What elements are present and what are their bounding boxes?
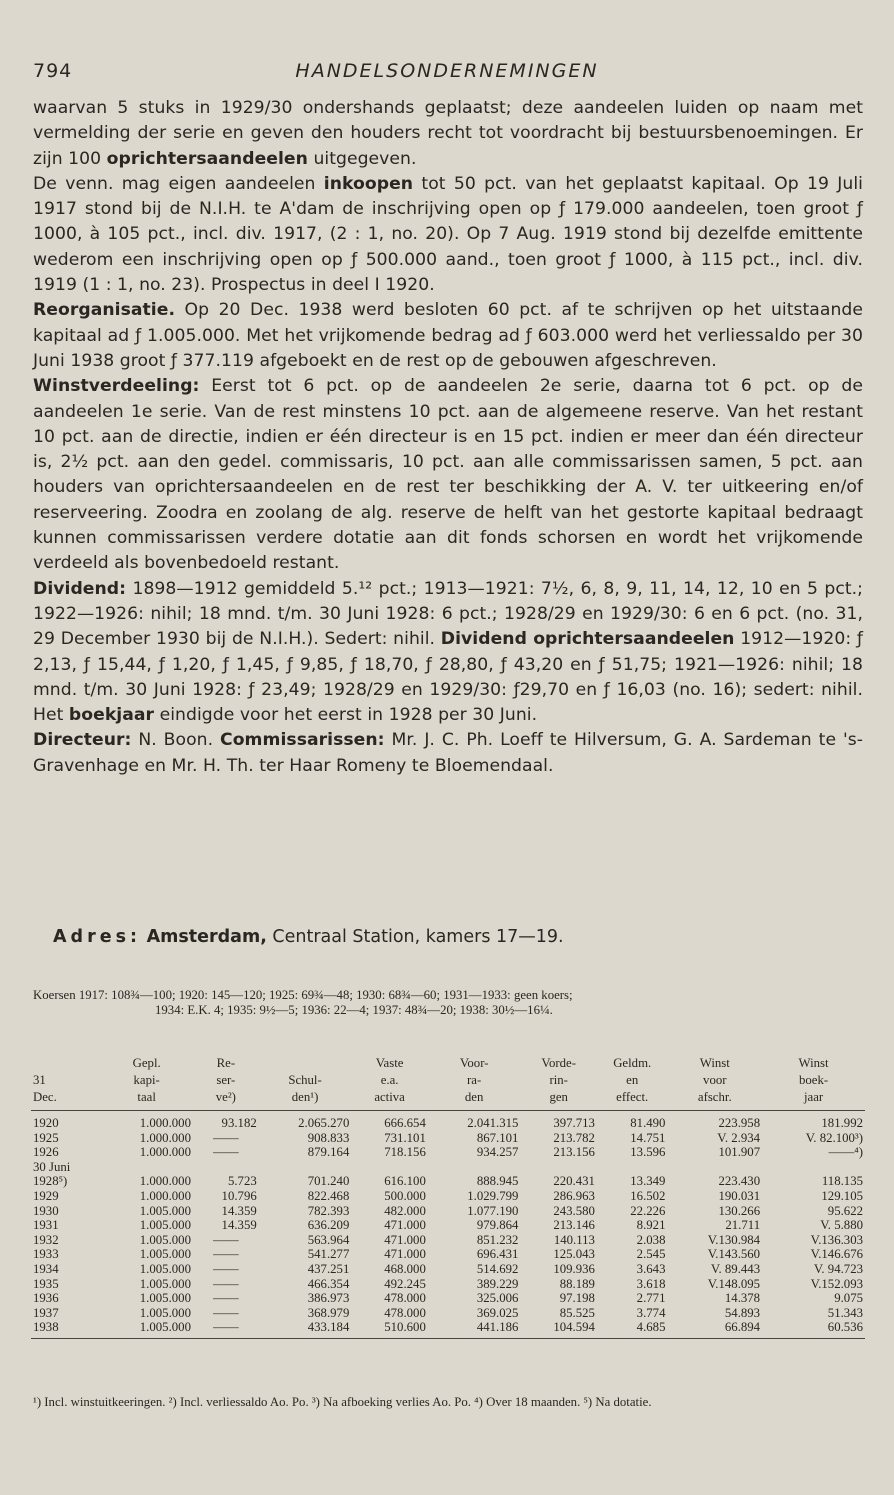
paragraph-directie — [33, 728, 863, 779]
table-cell: 908.833 — [307, 1130, 350, 1145]
table-row — [31, 1233, 865, 1248]
table-cell: 2.545 — [636, 1247, 666, 1262]
table-cell: 731.101 — [384, 1130, 426, 1145]
price-history-line-1: Koersen 1917: 108¾—100; 1920: 145—120; 1925: 69¾—48; 1930: 68¾—60; 1931—1933: geen koers; — [33, 988, 573, 1002]
table-cell: 1.000.000 — [139, 1145, 191, 1160]
table-cell — [100, 1160, 193, 1175]
table-cell: 616.100 — [384, 1174, 426, 1189]
table-cell: 14.378 — [724, 1291, 761, 1306]
table-header-cell: ra- — [467, 1073, 482, 1087]
table-header-cell: kapi- — [133, 1073, 160, 1087]
table-row — [31, 1277, 865, 1292]
table-row — [31, 1189, 865, 1204]
table-cell: 130.266 — [718, 1203, 761, 1218]
table-cell: 60.536 — [762, 1320, 865, 1338]
running-title: HANDELSONDERNEMINGEN — [295, 60, 599, 82]
table-cell: 97.198 — [559, 1291, 595, 1306]
table-cell: 10.796 — [221, 1188, 257, 1203]
table-cell: V.143.560 — [707, 1247, 761, 1262]
table-year-cell: 1920 — [33, 1116, 59, 1130]
table-cell: V.146.676 — [810, 1247, 863, 1262]
bold-term: Dividend: — [33, 578, 127, 599]
table-cell: 213.146 — [553, 1218, 595, 1233]
table-year-cell: 1931 — [33, 1218, 59, 1233]
table-cell: —— — [213, 1247, 239, 1262]
bold-term: oprichtersaandeelen — [106, 148, 308, 169]
bold-term: Winstverdeeling: — [33, 376, 200, 397]
paragraph-reorganisatie — [33, 298, 863, 374]
table-cell: 5.723 — [227, 1174, 257, 1189]
table-cell: 14.359 — [221, 1203, 257, 1218]
table-cell: 482.000 — [384, 1203, 426, 1218]
table-cell: 471.000 — [384, 1218, 426, 1233]
table-cell: 368.979 — [307, 1305, 350, 1320]
table-cell — [193, 1160, 259, 1175]
table-header-cell: e.a. — [380, 1073, 399, 1087]
table-year-cell: 1928⁵) — [33, 1174, 68, 1189]
address-rest: Centraal Station, kamers 17—19. — [266, 927, 564, 947]
paragraph-winstverdeeling — [33, 374, 863, 576]
table-cell: 492.245 — [384, 1276, 426, 1291]
table-cell: 51.343 — [827, 1305, 863, 1320]
table-row — [31, 1306, 865, 1321]
text-run: uitgegeven. — [307, 148, 417, 169]
table-cell: 190.031 — [718, 1188, 761, 1203]
table-year-cell: 1929 — [33, 1188, 59, 1203]
table-cell: 140.113 — [553, 1232, 595, 1247]
table-year-cell: 1930 — [33, 1203, 59, 1218]
table-cell: 118.135 — [821, 1174, 863, 1189]
table-cell: 286.963 — [553, 1188, 595, 1203]
table-year-cell: 1936 — [33, 1291, 59, 1306]
table-cell: 4.685 — [597, 1320, 668, 1338]
table-cell: 3.618 — [636, 1276, 666, 1291]
table-year-cell: 1932 — [33, 1232, 59, 1247]
table-cell — [520, 1160, 597, 1175]
table-cell: 386.973 — [307, 1291, 350, 1306]
table-row — [31, 1218, 865, 1233]
table-cell: 223.958 — [718, 1116, 761, 1130]
table-cell: 125.043 — [553, 1247, 595, 1262]
table-year-cell: 1933 — [33, 1247, 59, 1262]
table-cell: ——⁴) — [828, 1145, 863, 1160]
table-cell: 1.005.000 — [139, 1276, 191, 1291]
table-header-cell: Geldm. — [613, 1056, 652, 1070]
table-row — [31, 1160, 865, 1175]
text-run: eindigde voor het eerst in 1928 per 30 Juni. — [154, 705, 538, 726]
address-line — [53, 927, 564, 947]
table-cell: —— — [213, 1130, 239, 1145]
page-header — [33, 60, 861, 90]
table-header-cell — [259, 1055, 352, 1072]
table-cell: 95.622 — [827, 1203, 863, 1218]
table-header-cell — [31, 1055, 100, 1072]
table-cell — [667, 1160, 762, 1175]
text-run: waarvan 5 stuks in 1929/30 ondershands geplaatst; deze aandeelen luiden op naam met vermelding der serie en geven den houders recht tot voordracht bij bestuursbenoemingen. Er zijn 100 — [33, 98, 863, 169]
table-cell: 1.005.000 — [139, 1261, 191, 1276]
table-cell: 1.000.000 — [139, 1188, 191, 1203]
table-cell: 129.105 — [821, 1188, 863, 1203]
table-cell: 466.354 — [307, 1276, 350, 1291]
table-cell: 104.594 — [520, 1320, 597, 1338]
table-year-cell: 1925 — [33, 1130, 59, 1145]
table-cell: 471.000 — [384, 1247, 426, 1262]
table-header-cell: 31 — [33, 1073, 46, 1087]
table-cell: 1.000.000 — [139, 1130, 191, 1145]
table-cell: 181.992 — [821, 1116, 863, 1130]
table-row — [31, 1145, 865, 1160]
table-header-cell: ser- — [216, 1073, 236, 1087]
table-cell: 1.005.000 — [139, 1203, 191, 1218]
table-row — [31, 1262, 865, 1277]
table-cell: 879.164 — [307, 1145, 350, 1160]
price-history — [33, 988, 865, 1018]
table-cell: 223.430 — [718, 1174, 761, 1189]
table-cell: —— — [213, 1145, 239, 1160]
table-cell: 514.692 — [476, 1261, 519, 1276]
table-cell: 66.894 — [667, 1320, 762, 1338]
table-cell: 16.502 — [630, 1188, 666, 1203]
table-header-cell: jaar — [762, 1089, 865, 1111]
table-cell: 782.393 — [307, 1203, 350, 1218]
table-cell: 243.580 — [553, 1203, 595, 1218]
text-run: Mr. J. C. Ph. Loeff te Hilversum, G. A. Sardeman te 's-Gravenhage en Mr. H. Th. ter Haar Romeny te Bloemendaal. — [33, 730, 864, 776]
table-cell: 2.065.270 — [298, 1116, 350, 1130]
table-cell: 101.907 — [718, 1145, 761, 1160]
table-cell: V.148.095 — [707, 1276, 761, 1291]
table-header-cell: Gepl. — [132, 1056, 161, 1070]
table-cell — [428, 1160, 521, 1175]
table-cell: 500.000 — [384, 1188, 426, 1203]
table-header-cell: Dec. — [31, 1089, 100, 1111]
address-label: Adres: — [53, 927, 141, 947]
table-year-cell: 30 Juni — [33, 1159, 71, 1174]
table-cell: 54.893 — [724, 1305, 761, 1320]
table-cell: 22.226 — [630, 1203, 666, 1218]
table-cell: 563.964 — [307, 1232, 350, 1247]
bold-term: boekjaar — [68, 705, 155, 726]
table-cell: 718.156 — [384, 1145, 426, 1160]
table-cell: 81.490 — [630, 1116, 666, 1130]
address-city: Amsterdam, — [146, 927, 267, 947]
table-cell: 822.468 — [307, 1188, 350, 1203]
table-header-row — [31, 1055, 865, 1072]
table-header-cell: den — [428, 1089, 521, 1111]
table-cell: 1.005.000 — [139, 1232, 191, 1247]
table-cell: 437.251 — [307, 1261, 350, 1276]
table-header-cell: en — [626, 1073, 639, 1087]
table-cell: V.136.303 — [810, 1232, 863, 1247]
table-cell: 109.936 — [553, 1261, 595, 1276]
table-header-row — [31, 1089, 865, 1111]
table-cell: 21.711 — [725, 1218, 761, 1233]
table-row — [31, 1174, 865, 1189]
table-header-cell: boek- — [798, 1073, 829, 1087]
footnotes: ¹) Incl. winstuitkeeringen. ²) Incl. verliessaldo Ao. Po. ³) Na afboeking verlies Ao. Po. ⁴) Over 18 maanden. ⁵) Na dotatie. — [33, 1395, 652, 1409]
table-cell: 93.182 — [221, 1116, 257, 1130]
table-cell: V. 82.100³) — [805, 1130, 863, 1145]
table-header-cell: ve²) — [193, 1089, 259, 1111]
table-header-cell: rin- — [549, 1073, 568, 1087]
table-cell — [597, 1160, 668, 1175]
page-number: 794 — [33, 60, 73, 82]
table-cell: —— — [213, 1305, 239, 1320]
table-cell: 9.075 — [834, 1291, 863, 1306]
table-cell: 636.209 — [307, 1218, 350, 1233]
table-cell: 85.525 — [559, 1305, 595, 1320]
price-history-line-2: 1934: E.K. 4; 1935: 9½—5; 1936: 22—4; 1937: 48¾—20; 1938: 30½—16¼. — [155, 1003, 553, 1017]
table-cell: 1.005.000 — [139, 1291, 191, 1306]
text-run: 1912—1920: ƒ 2,13, ƒ 15,44, ƒ 1,20, ƒ 1,45, ƒ 9,85, ƒ 18,70, ƒ 28,80, ƒ 43,20 en ƒ 51,75; 1921—1926: nihil; 18 mnd. t/m. 30 Juni 1928: ƒ 23,49; 1928/29 en 1929/30: ƒ29,70 en ƒ 16,03 (no. 16); sedert: nihil. Het — [33, 629, 863, 726]
table-header-cell: Winst — [699, 1056, 730, 1070]
table-row — [31, 1247, 865, 1262]
table-header-row — [31, 1072, 865, 1089]
table-cell: 1.005.000 — [139, 1218, 191, 1233]
table-row — [31, 1204, 865, 1219]
text-run: De venn. mag eigen aandeelen — [33, 173, 324, 194]
table-cell: —— — [213, 1261, 239, 1276]
table-header-cell: Winst — [798, 1056, 829, 1070]
table-cell: 433.184 — [259, 1320, 352, 1338]
table-cell: 13.596 — [630, 1145, 666, 1160]
table-cell — [351, 1160, 428, 1175]
paragraph-dividend — [33, 577, 863, 729]
table-cell: 666.654 — [384, 1116, 426, 1130]
table-cell: 369.025 — [476, 1305, 519, 1320]
table-cell: V. 2.934 — [717, 1130, 761, 1145]
table-cell: 478.000 — [384, 1305, 426, 1320]
table-row — [31, 1320, 865, 1338]
table-cell: 979.864 — [476, 1218, 519, 1233]
table-cell: 1.005.000 — [139, 1305, 191, 1320]
bold-term: Dividend oprichtersaandeelen — [440, 629, 735, 650]
table-cell: 541.277 — [307, 1247, 350, 1262]
table-cell: 8.921 — [636, 1218, 666, 1233]
table-header-cell: activa — [351, 1089, 428, 1111]
table-header-cell: voor — [703, 1073, 727, 1087]
table-cell: 2.038 — [636, 1232, 666, 1247]
table-cell: —— — [213, 1276, 239, 1291]
table-cell: V.152.093 — [810, 1276, 863, 1291]
table-row — [31, 1131, 865, 1146]
table-cell: 1.000.000 — [139, 1174, 191, 1189]
text-run: 1898—1912 gemiddeld 5.¹² pct.; 1913—1921: 7½, 6, 8, 9, 11, 14, 12, 10 en 5 pct.; 1922—1926: nihil; 18 mnd. t/m. 30 Juni 1928: 6 pct.; 1928/29 en 1929/30: 6 en 6 pct. (no. 31, 29 December 1930 bij de N.I.H.). Sedert: nihil. — [33, 578, 863, 650]
body-text — [33, 96, 863, 779]
table-year-cell: 1934 — [33, 1261, 59, 1276]
table-cell: —— — [213, 1291, 239, 1306]
table-cell: 3.643 — [636, 1261, 666, 1276]
table-cell: —— — [193, 1320, 259, 1338]
table-cell: V. 94.723 — [813, 1261, 863, 1276]
table-cell: 1.000.000 — [139, 1116, 191, 1130]
bold-term: inkoopen — [323, 173, 414, 194]
table-year-cell: 1938 — [31, 1320, 100, 1338]
table-cell: 325.006 — [476, 1291, 519, 1306]
table-cell: 14.359 — [221, 1218, 257, 1233]
table-row — [31, 1111, 865, 1131]
table-cell: 13.349 — [630, 1174, 666, 1189]
table-row — [31, 1291, 865, 1306]
table-header-cell: den¹) — [259, 1089, 352, 1111]
table-cell: 934.257 — [476, 1145, 519, 1160]
table-cell: 478.000 — [384, 1291, 426, 1306]
table-cell: 3.774 — [636, 1305, 666, 1320]
bold-term: Reorganisatie. — [33, 300, 176, 321]
table-cell: 220.431 — [553, 1174, 595, 1189]
table-cell: 2.041.315 — [467, 1116, 519, 1130]
table-cell: 1.029.799 — [467, 1188, 519, 1203]
table-cell: 1.005.000 — [100, 1320, 193, 1338]
table-cell: 397.713 — [553, 1116, 595, 1130]
table-cell: 510.600 — [351, 1320, 428, 1338]
table-cell: 471.000 — [384, 1232, 426, 1247]
table-cell: 88.189 — [559, 1276, 595, 1291]
table-cell: 851.232 — [476, 1232, 519, 1247]
table-cell: 213.782 — [553, 1130, 595, 1145]
table-cell: 867.101 — [476, 1130, 519, 1145]
table-header-cell: Vorde- — [541, 1056, 576, 1070]
table-cell: —— — [213, 1232, 239, 1247]
table-cell: 2.771 — [636, 1291, 666, 1306]
table-cell: 1.005.000 — [139, 1247, 191, 1262]
table-cell: V.130.984 — [707, 1232, 761, 1247]
text-run: N. Boon. — [131, 730, 221, 751]
table-header-cell: Voor- — [459, 1056, 489, 1070]
text-run: Eerst tot 6 pct. op de aandeelen 2e serie, daarna tot 6 pct. op de aandeelen 1e serie. Van de rest minstens 10 pct. aan de algemeene reserve. Van het restant 10 pct. aan de directie, indien er één directeur is en 15 pct. indien er meer dan één directeur is, 2½ pct. aan den gedel. commissaris, 10 pct. aan alle commissarissen samen, 5 pct. aan houders van oprichtersaandeelen en de rest ter beschikking der A. V. ter uitkeering en/of reserveering. Zoodra en zoolang de alg. reserve de helft van het gestorte kapitaal bedraagt kunnen commissarissen verdere dotatie aan dit fonds schorsen en wordt het vrijkomende verdeeld als bovenbedoeld restant. — [33, 376, 863, 574]
table-cell: V. 5.880 — [820, 1218, 863, 1233]
table-header-cell: Schul- — [288, 1073, 322, 1087]
table-header-cell: Vaste — [375, 1056, 404, 1070]
table-cell: 441.186 — [428, 1320, 521, 1338]
table-cell: 468.000 — [384, 1261, 426, 1276]
table-cell: 213.156 — [553, 1145, 595, 1160]
table-year-cell: 1935 — [33, 1276, 59, 1291]
table-header-cell: Re- — [216, 1056, 236, 1070]
text-run: Op 20 Dec. 1938 werd besloten 60 pct. af te schrijven op het uitstaande kapitaal ad ƒ 1.005.000. Met het vrijkomende bedrag ad ƒ 603.000 werd het verliessaldo per 30 Juni 1938 groot ƒ 377.119 afgeboekt en de rest op de gebouwen afgeschreven. — [33, 300, 863, 371]
table-header-cell: gen — [520, 1089, 597, 1111]
paragraph-shares — [33, 96, 863, 172]
table-cell: 701.240 — [307, 1174, 350, 1189]
table-year-cell: 1926 — [33, 1145, 59, 1160]
table-cell: V. 89.443 — [710, 1261, 761, 1276]
table-header-cell: afschr. — [667, 1089, 762, 1111]
table-cell: 1.077.190 — [467, 1203, 519, 1218]
table-header-cell: effect. — [597, 1089, 668, 1111]
table-header-cell: taal — [100, 1089, 193, 1111]
table-cell — [762, 1160, 865, 1175]
financial-table — [31, 1055, 865, 1339]
text-run: tot 50 pct. van het geplaatst kapitaal. Op 19 Juli 1917 stond bij de N.I.H. te A'dam de inschrijving open op ƒ 179.000 aandeelen, toen groot ƒ 1000, à 105 pct., incl. div. 1917, (2 : 1, no. 20). Op 7 Aug. 1919 stond bij dezelfde emittente wederom een inschrijving open op ƒ 500.000 aand., toen groot ƒ 1000, à 115 pct., incl. div. 1919 (1 : 1, no. 23). Prospectus in deel I 1920. — [33, 173, 863, 296]
table-cell: 696.431 — [476, 1247, 519, 1262]
table-cell: 888.945 — [476, 1174, 519, 1189]
table-cell: 389.229 — [476, 1276, 519, 1291]
table-cell — [259, 1160, 352, 1175]
bold-term: Commissarissen: — [220, 730, 385, 751]
paragraph-inkoopen — [33, 172, 863, 298]
table-year-cell: 1937 — [33, 1305, 59, 1320]
bold-term: Directeur: — [33, 730, 132, 751]
table-cell: 14.751 — [630, 1130, 666, 1145]
